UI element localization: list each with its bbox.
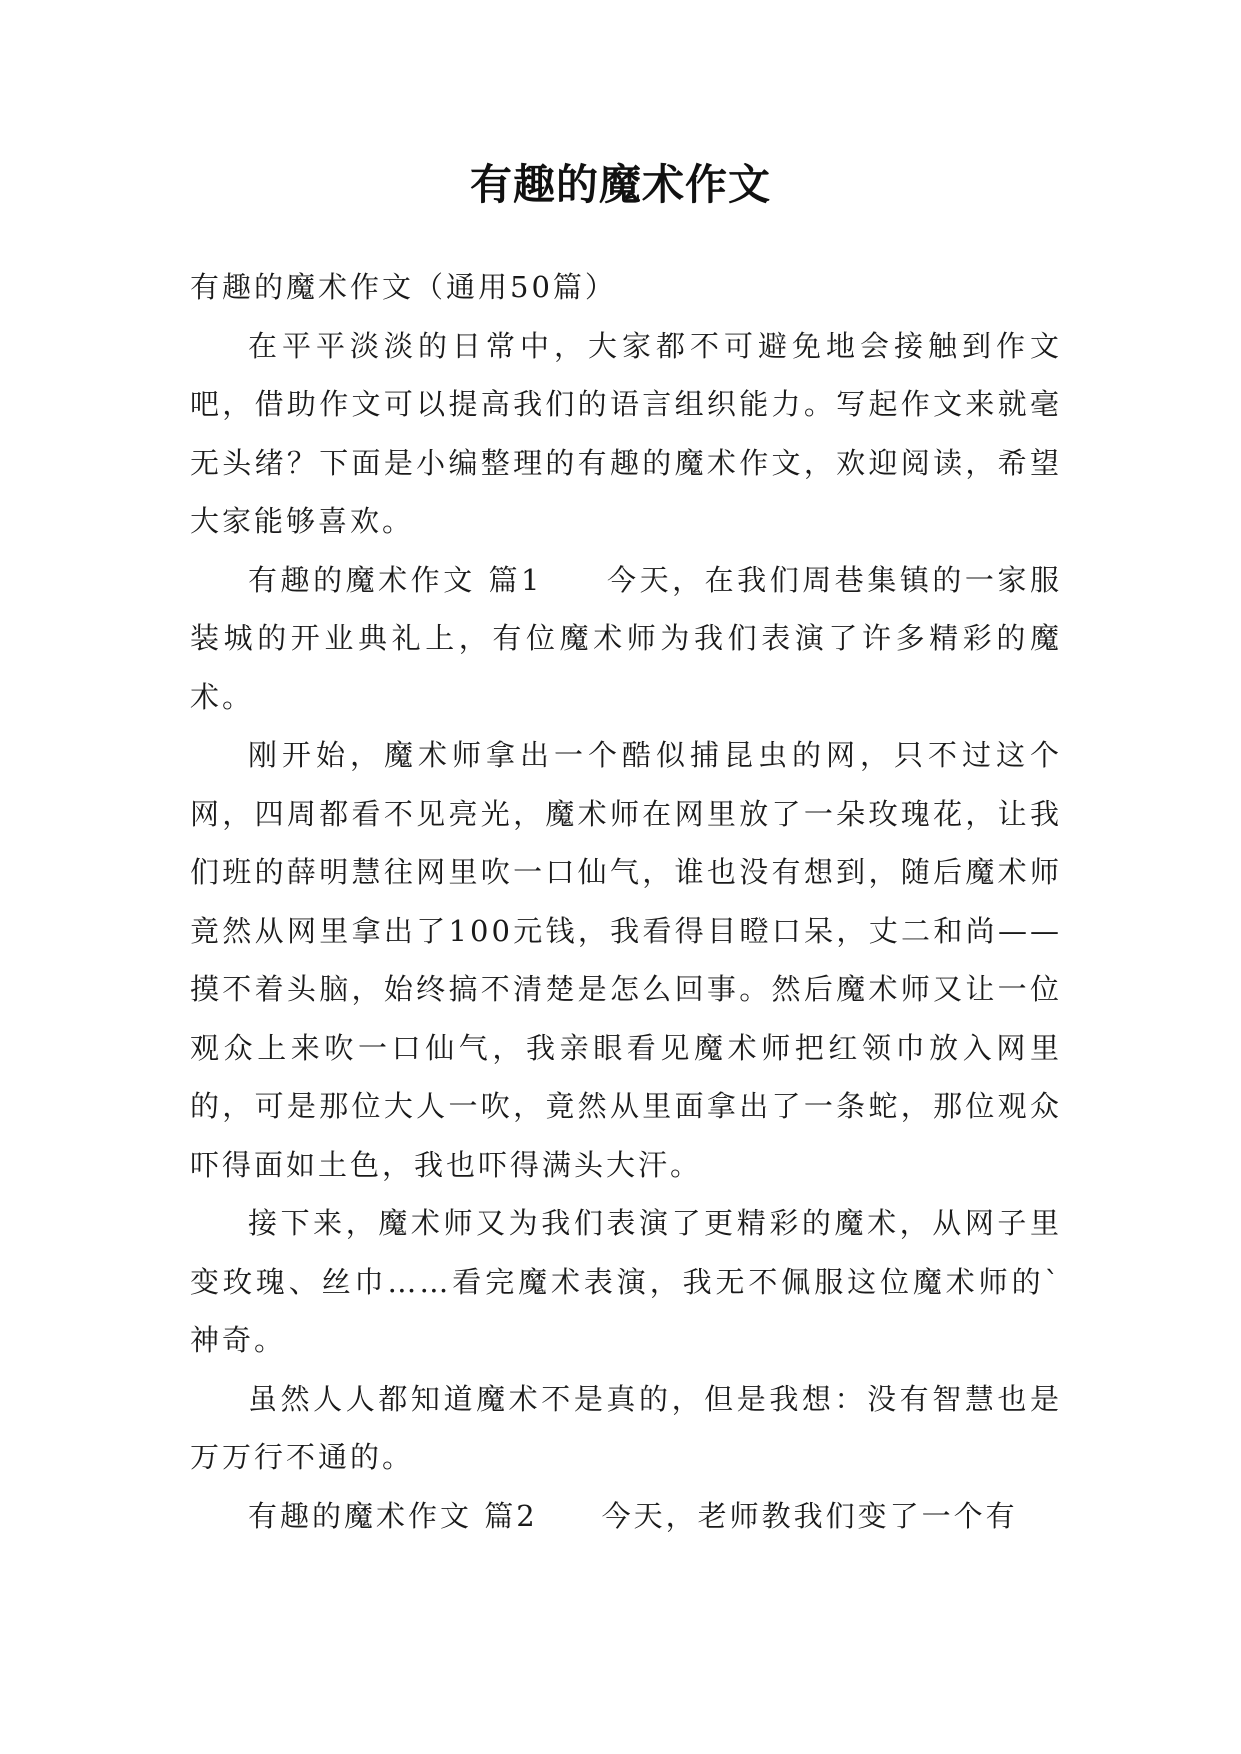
- body-paragraph: 接下来，魔术师又为我们表演了更精彩的魔术，从网子里变玫瑰、丝巾……看完魔术表演，我无不佩服这位魔术师的`神奇。: [190, 1206, 1062, 1357]
- document-subtitle: 有趣的魔术作文（通用50篇）: [190, 270, 617, 304]
- document-title: 有趣的魔术作文: [469, 160, 771, 209]
- section-1-text: 今天，在我们周巷集镇的一家服装城的开业典礼上，有位魔术师为我们表演了许多精彩的魔术。: [190, 562, 1062, 714]
- section-2-text: 今天，老师教我们变了一个有: [601, 1498, 1018, 1533]
- section-2-heading: 有趣的魔术作文 篇2: [248, 1498, 538, 1533]
- section-1-heading: 有趣的魔术作文 篇1: [248, 562, 543, 597]
- body-paragraph: 虽然人人都知道魔术不是真的，但是我想：没有智慧也是万万行不通的。: [190, 1381, 1062, 1474]
- document-body: [190, 258, 1062, 1545]
- intro-paragraph: 在平平淡淡的日常中，大家都不可避免地会接触到作文吧，借助作文可以提高我们的语言组织能力。写起作文来就毫无头绪？下面是小编整理的有趣的魔术作文，欢迎阅读，希望大家能够喜欢。: [190, 328, 1062, 538]
- section-2-paragraph: [190, 1487, 1062, 1546]
- body-paragraph: 刚开始，魔术师拿出一个酷似捕昆虫的网，只不过这个网，四周都看不见亮光，魔术师在网里放了一朵玫瑰花，让我们班的薛明慧往网里吹一口仙气，谁也没有想到，随后魔术师竟然从网里拿出了100元钱，我看得目瞪口呆，丈二和尚——摸不着头脑，始终搞不清楚是怎么回事。然后魔术师又让一位观众上来吹一口仙气，我亲眼看见魔术师把红领巾放入网里的，可是那位大人一吹，竟然从里面拿出了一条蛇，那位观众吓得面如土色，我也吓得满头大汗。: [190, 738, 1062, 1182]
- section-1-paragraph: [190, 551, 1062, 727]
